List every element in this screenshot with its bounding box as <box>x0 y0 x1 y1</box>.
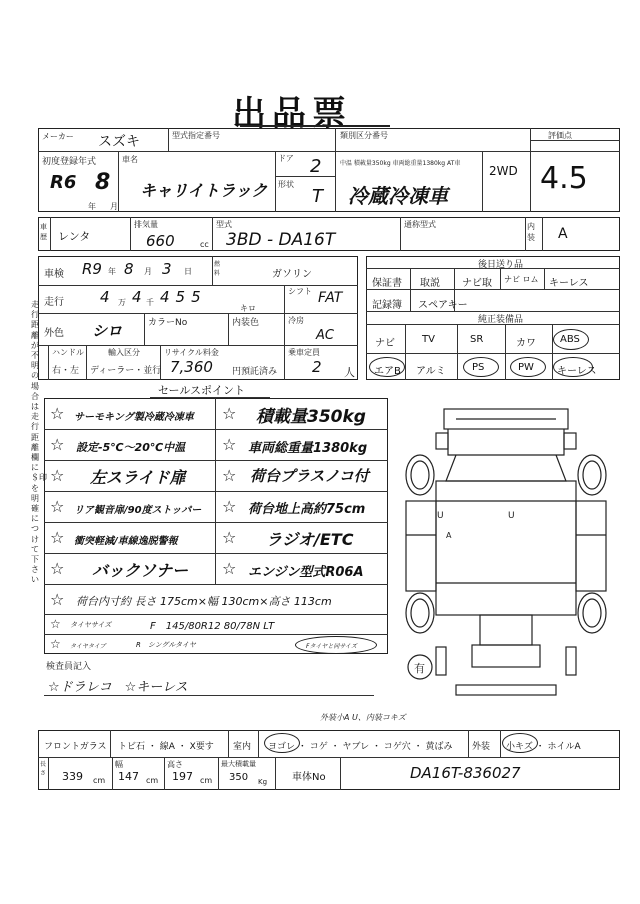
height-unit: cm <box>200 776 213 785</box>
tire-rear: R シングルタイヤ <box>136 641 196 649</box>
star-icon: ☆ <box>222 404 237 423</box>
first-reg-era: R6 <box>50 172 77 193</box>
use-value: レンタ <box>58 230 91 243</box>
shift-value: FAT <box>318 290 343 306</box>
use-label: 車歴 <box>40 223 47 241</box>
mileage-label: 走行 <box>44 297 64 308</box>
equip-ps: PS <box>472 362 485 373</box>
year-unit: 年 <box>88 202 96 211</box>
doc-spare-key: スペアキー <box>418 300 468 311</box>
car-name-value: キャリイトラック <box>140 181 268 200</box>
maker-label: メーカー <box>42 132 74 141</box>
vin-label: 車体No <box>292 772 326 783</box>
sales-left-4: リア観音扉/90度ストッパー <box>74 505 202 516</box>
height-label: 高さ <box>167 760 183 769</box>
cc-label: 排気量 <box>134 220 158 229</box>
height-value: 197 <box>172 770 193 783</box>
damage-mark-u: U <box>508 511 515 521</box>
tire-front: F 145/80R12 80/78N LT <box>150 621 275 632</box>
equip-navi: ナビ <box>375 338 395 349</box>
sales-left-5: 衝突軽減/車線逸脱警報 <box>74 536 178 547</box>
width-value: 147 <box>118 770 139 783</box>
max-load-label: 最大積載量 <box>221 760 256 768</box>
sales-right-4: 荷台地上高約75cm <box>248 502 366 517</box>
equip-alloy: アルミ <box>416 366 446 377</box>
seats-label: 乗車定員 <box>288 348 320 357</box>
mileage-man-unit: 万 <box>118 298 126 307</box>
mileage-man: 4 <box>100 288 110 306</box>
doc-navi-manual: ナビ取 <box>462 278 492 289</box>
exterior-value: 小キズ ・ ホイルA <box>506 742 581 752</box>
inspector-note: ☆ドラレコ ☆キーレス <box>48 680 188 695</box>
cc-value: 660 <box>146 232 175 250</box>
inspection-label: 車検 <box>44 269 64 280</box>
length-unit: cm <box>93 776 106 785</box>
small-spec: 中温 積載量350kg 車両総重量1380kg AT車 <box>340 160 461 167</box>
star-icon: ☆ <box>50 617 61 631</box>
cc-unit: cc <box>200 240 209 249</box>
equip-sr: SR <box>470 334 484 345</box>
sales-right-1: 積載量350kg <box>256 407 366 427</box>
equip-abs: ABS <box>560 334 580 345</box>
exterior-note: 外装小A U、内装コキズ <box>320 713 406 722</box>
cabin-label: 室内 <box>233 742 252 752</box>
inspection-month: 8 <box>124 260 134 278</box>
vehicle-diagram <box>396 405 616 705</box>
model-value: 3BD - DA16T <box>226 230 336 250</box>
doc-keyless: キーレス <box>549 278 589 289</box>
seats-value: 2 <box>312 358 322 376</box>
star-icon: ☆ <box>222 559 237 578</box>
first-reg-month: 8 <box>95 170 111 195</box>
doc-navi-rom: ナビ ロム <box>504 275 539 284</box>
grade-value: 4.5 <box>540 161 588 196</box>
inspector-label: 検査員記入 <box>46 662 92 672</box>
body-value: T <box>312 186 323 207</box>
max-load-value: 350 <box>229 772 249 783</box>
ac-value: AC <box>316 328 334 343</box>
page-title: 出品票 <box>232 94 352 134</box>
windshield-value: トビ石 ・ 線A ・ X要す <box>118 742 214 752</box>
interior-label: 内装 <box>527 222 535 242</box>
seats-unit: 人 <box>344 366 355 379</box>
damage-mark-yu: 有 <box>414 662 425 675</box>
doc-record-book: 記録簿 <box>372 300 402 311</box>
interior-value: A <box>558 226 568 242</box>
first-reg-label: 初度登録年式 <box>42 157 97 167</box>
docs-header: 後日送り品 <box>478 260 524 270</box>
common-model-label: 通称型式 <box>404 220 436 229</box>
mileage-rest: 455 <box>160 288 207 306</box>
class-no-label: 類別区分番号 <box>340 131 388 140</box>
star-icon: ☆ <box>50 637 61 651</box>
shift-label: シフト <box>288 287 312 296</box>
equip-airbag: エアB <box>374 366 401 377</box>
sales-left-1: サーモキング製冷蔵冷凍車 <box>74 412 194 423</box>
color-value: シロ <box>92 322 123 340</box>
sales-points-header: セールスポイント <box>158 384 246 397</box>
windshield-label: フロントガラス <box>44 742 107 752</box>
import-value: ディーラー・並行 <box>90 366 162 376</box>
sales-right-2: 車両総重量1380kg <box>248 441 368 456</box>
doc-manual: 取説 <box>420 278 440 289</box>
sales-right-3: 荷台プラスノコ付 <box>250 467 369 485</box>
sales-left-6: バックソナー <box>92 561 189 580</box>
interior-color-label: 内装色 <box>232 318 260 328</box>
inspection-era: R9 <box>82 260 102 278</box>
recycle-value: 7,360 <box>170 358 213 376</box>
handle-value: 右・左 <box>52 366 80 376</box>
model-label: 型式 <box>216 220 232 229</box>
cabin-value: ヨゴレ ・ コゲ ・ ヤブレ ・ コゲ穴 ・ 黄ばみ <box>268 742 453 752</box>
inspection-month-unit: 月 <box>144 267 152 276</box>
recycle-note: 円預託済み <box>232 367 278 377</box>
exterior-label: 外装 <box>472 742 491 752</box>
color-no-label: カラーNo <box>148 318 188 328</box>
length-label: 長さ <box>40 761 47 777</box>
tire-size-label: タイヤサイズ <box>70 621 112 629</box>
star-icon: ☆ <box>50 528 65 547</box>
drive-value: 2WD <box>489 164 518 178</box>
fuel-value: ガソリン <box>272 269 312 280</box>
mileage-unit: キロ <box>240 304 256 313</box>
side-note: 走行距離が不明の場合は走行距離欄に＄印を明確につけて下さい <box>31 300 47 585</box>
type-no-label: 型式指定番号 <box>172 131 220 140</box>
star-icon: ☆ <box>50 466 65 485</box>
damage-mark-a: A <box>446 531 452 540</box>
star-icon: ☆ <box>222 466 237 485</box>
star-icon: ☆ <box>222 435 237 454</box>
maker-value: スズキ <box>98 134 140 150</box>
door-label: ドア <box>278 154 294 163</box>
sales-left-3: 左スライド扉 <box>90 468 186 487</box>
cargo-dimensions: 荷台内寸約 長さ 175cm×幅 130cm×高さ 113cm <box>76 595 332 608</box>
sales-right-5: ラジオ/ETC <box>266 530 354 549</box>
tire-note: Fタイヤと同サイズ <box>306 643 357 650</box>
mileage-sen: 4 <box>132 288 142 306</box>
mileage-sen-unit: 千 <box>146 298 154 307</box>
damage-mark-u: U <box>437 511 444 521</box>
star-icon: ☆ <box>222 528 237 547</box>
month-unit: 月 <box>110 202 118 211</box>
import-label: 輸入区分 <box>108 348 140 357</box>
ac-label: 冷房 <box>288 316 304 325</box>
equip-leather: カワ <box>516 338 536 349</box>
fuel-label: 燃料 <box>214 261 221 277</box>
star-icon: ☆ <box>222 497 237 516</box>
width-label: 幅 <box>115 760 123 769</box>
star-icon: ☆ <box>50 590 65 609</box>
sales-right-6: エンジン型式R06A <box>248 565 364 580</box>
door-value: 2 <box>310 156 322 177</box>
vin-value: DA16T-836027 <box>410 764 521 782</box>
width-unit: cm <box>146 776 159 785</box>
doc-warranty: 保証書 <box>372 278 402 289</box>
body-label: 形状 <box>278 180 294 189</box>
inspection-day-unit: 日 <box>184 267 192 276</box>
grade-label: 評価点 <box>548 131 572 140</box>
star-icon: ☆ <box>50 404 65 423</box>
equip-tv: TV <box>422 334 435 345</box>
equip-keyless: キーレス <box>557 366 597 377</box>
sales-left-2: 設定-5℃〜20℃中温 <box>76 441 186 454</box>
inspection-day: 3 <box>162 260 172 278</box>
handle-label: ハンドル <box>52 348 84 357</box>
inspection-year-unit: 年 <box>108 267 116 276</box>
length-value: 339 <box>62 770 83 783</box>
equip-header: 純正装備品 <box>478 315 524 325</box>
color-label: 外色 <box>44 328 64 339</box>
tire-type-label: タイヤタイプ <box>70 643 106 650</box>
equip-pw: PW <box>518 362 534 373</box>
star-icon: ☆ <box>50 435 65 454</box>
star-icon: ☆ <box>50 497 65 516</box>
star-icon: ☆ <box>50 559 65 578</box>
body-type-value: 冷蔵冷凍車 <box>348 184 448 208</box>
recycle-label: リサイクル料金 <box>164 348 219 357</box>
car-name-label: 車名 <box>122 155 138 164</box>
max-load-unit: Kg <box>258 778 268 786</box>
